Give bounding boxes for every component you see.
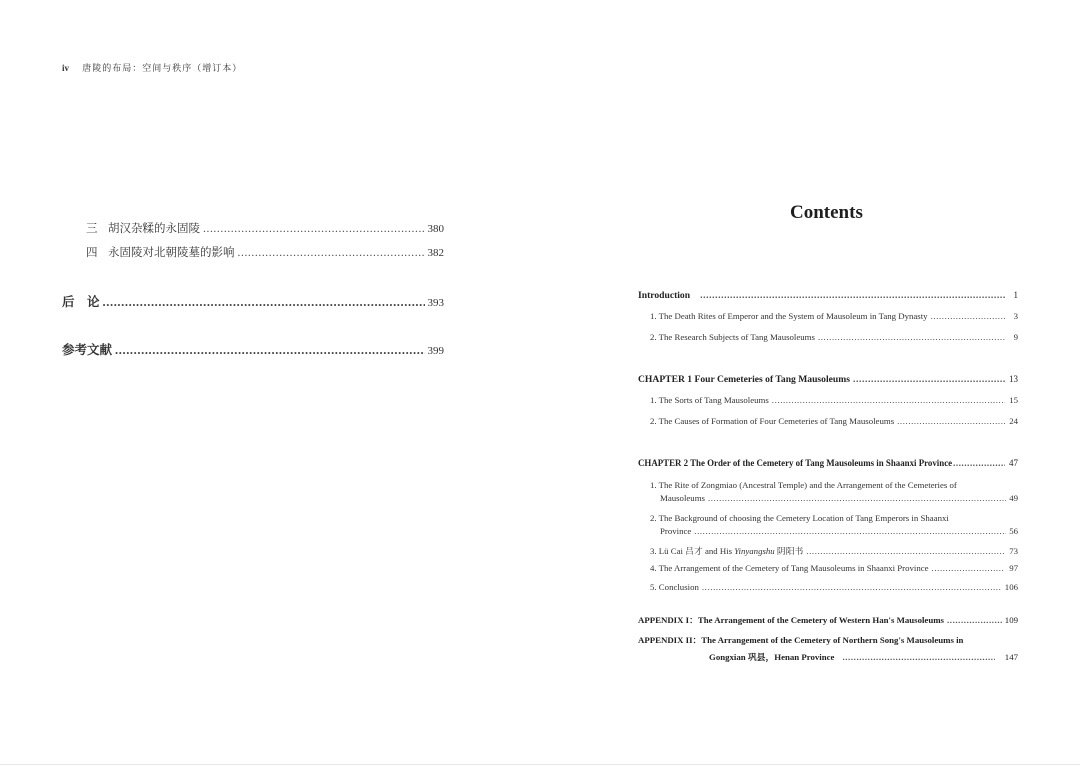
toc-subentry-multiline[interactable] [650, 479, 1018, 505]
entry-index: 四 [86, 247, 98, 259]
dot-leader [806, 546, 1005, 556]
toc-subentry[interactable] [650, 544, 1018, 557]
header-book-title: 唐陵的布局：空间与秩序（增订本） [82, 63, 243, 73]
entry-page: 56 [1009, 526, 1018, 536]
toc-entry-afterword[interactable] [62, 292, 444, 310]
entry-label-line1: APPENDIX II：The Arrangement of the Cemetery of Northern Song's Mausoleums in [638, 635, 964, 645]
dot-leader [853, 374, 1005, 385]
toc-entry[interactable] [86, 244, 444, 260]
dot-leader [772, 395, 1005, 405]
entry-label: 后 论 [62, 295, 100, 309]
entry-page: 15 [1009, 395, 1018, 405]
dot-leader [932, 563, 1005, 573]
header-page-number: iv [62, 63, 70, 73]
entry-page: 399 [427, 345, 444, 357]
entry-page: 47 [1009, 458, 1018, 468]
entry-page: 380 [427, 223, 444, 235]
dot-leader [708, 492, 1006, 505]
running-header [62, 61, 242, 74]
dot-leader [700, 290, 1005, 301]
entry-label-line1: 1. The Rite of Zongmiao (Ancestral Temple) and the Arrangement of the Cemeteries of [650, 480, 957, 490]
entry-label: 4. The Arrangement of the Cemetery of Tang Mausoleums in Shaanxi Province [650, 563, 929, 573]
entry-page: 97 [1009, 563, 1018, 573]
dot-leader [947, 615, 1002, 625]
dot-leader [115, 343, 424, 358]
entry-label: 2. The Research Subjects of Tang Mausoleums [650, 332, 815, 342]
toc-appendix-1[interactable] [638, 613, 1018, 626]
dot-leader [694, 525, 1006, 538]
entry-label: 2. The Causes of Formation of Four Cemeteries of Tang Mausoleums [650, 416, 895, 426]
entry-label-line2: Province [660, 526, 692, 536]
dot-leader [953, 458, 1005, 468]
entry-page: 106 [1004, 582, 1018, 592]
toc-subentry[interactable] [650, 332, 1018, 342]
contents-title: Contents [790, 202, 863, 223]
entry-page: 13 [1009, 374, 1018, 384]
toc-chapter-2[interactable] [638, 458, 1018, 468]
entry-label: 1. The Death Rites of Emperor and the System of Mausoleum in Tang Dynasty [650, 311, 928, 321]
entry-label: 1. The Sorts of Tang Mausoleums [650, 395, 769, 405]
entry-label: Introduction [638, 290, 691, 301]
entry-page: 382 [427, 247, 444, 259]
dot-leader [702, 582, 1002, 592]
toc-subentry[interactable] [650, 395, 1018, 405]
entry-page: 1 [1013, 290, 1018, 300]
dot-leader [238, 247, 425, 259]
dot-leader [203, 223, 425, 235]
entry-page: 147 [1004, 652, 1018, 662]
entry-label: CHAPTER 2 The Order of the Cemetery of Tang Mausoleums in Shaanxi Province [638, 458, 953, 468]
toc-appendix-2[interactable] [638, 632, 1018, 666]
toc-subentry[interactable] [650, 416, 1018, 426]
entry-label: 3. Lü Cai 吕才 and His Yinyangshu 阴阳书 [650, 546, 804, 556]
dot-leader [842, 649, 994, 666]
toc-subentry-multiline[interactable] [650, 512, 1018, 538]
entry-page: 9 [1013, 332, 1018, 342]
entry-page: 393 [427, 297, 444, 309]
toc-entry[interactable] [86, 220, 444, 236]
entry-label: APPENDIX I：The Arrangement of the Cemetery of Western Han's Mausoleums [638, 615, 944, 625]
dot-leader [931, 311, 1005, 321]
entry-page: 3 [1013, 311, 1018, 321]
entry-label: 胡汉杂糅的永固陵 [108, 223, 200, 235]
toc-chapter-1[interactable] [638, 374, 1018, 385]
dot-leader [897, 416, 1005, 426]
entry-index: 三 [86, 223, 98, 235]
entry-label-line2: Gongxian 巩县，Henan Province [709, 652, 835, 662]
toc-subentry[interactable] [650, 311, 1018, 321]
toc-subentry[interactable] [650, 563, 1018, 573]
entry-label: 5. Conclusion [650, 582, 699, 592]
toc-entry-references[interactable] [62, 340, 444, 358]
entry-label: 永固陵对北朝陵墓的影响 [108, 247, 235, 259]
entry-page: 109 [1004, 615, 1018, 625]
page-bottom-divider [0, 764, 1080, 765]
entry-label-line1: 2. The Background of choosing the Cemetery Location of Tang Emperors in Shaanxi [650, 513, 949, 523]
entry-page: 49 [1009, 493, 1018, 503]
toc-subentry[interactable] [650, 582, 1018, 592]
dot-leader [103, 295, 425, 310]
dot-leader [818, 332, 1005, 342]
entry-page: 73 [1009, 546, 1018, 556]
entry-page: 24 [1009, 416, 1018, 426]
entry-label: 参考文献 [62, 343, 113, 357]
entry-label: CHAPTER 1 Four Cemeteries of Tang Mausoleums [638, 374, 850, 385]
entry-label-line2: Mausoleums [660, 493, 705, 503]
toc-introduction[interactable] [638, 290, 1018, 301]
